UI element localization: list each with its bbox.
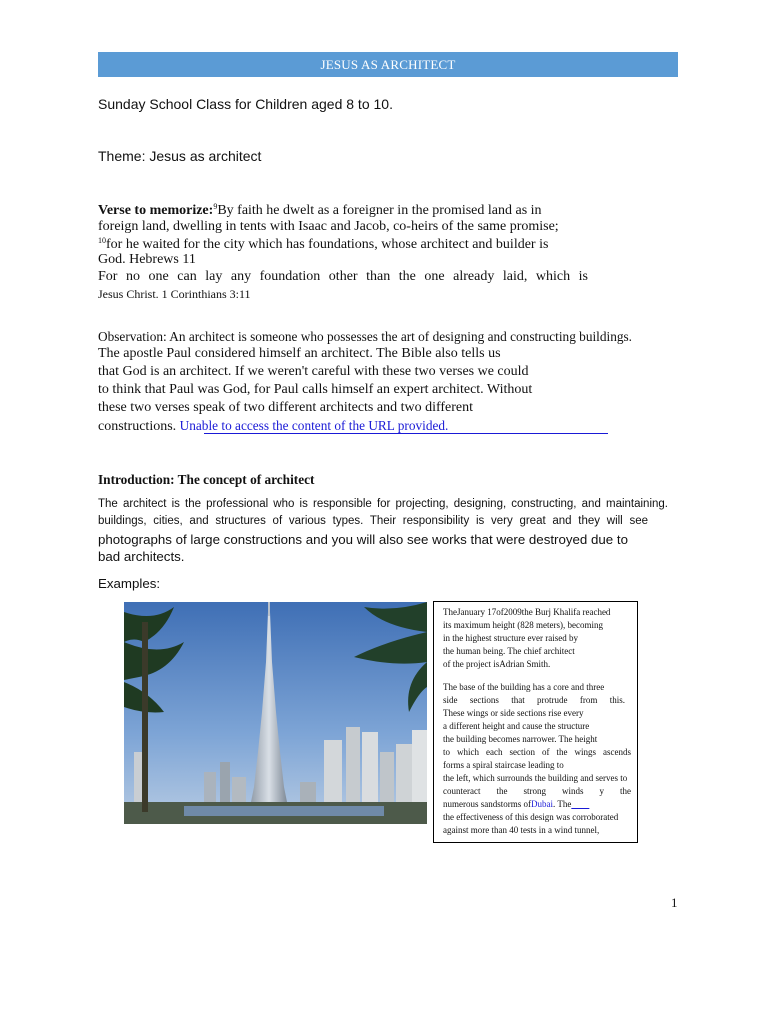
verse-line-1: Verse to memorize:$^9$By faith he dwelt as a foreigner in the promised land as in: [98, 202, 542, 218]
introduction-line-2: buildings, cities, and structures of various types. Their responsibility is very great and they will see: [98, 515, 648, 527]
blank-link[interactable]: [571, 799, 589, 809]
theme-line: Theme: Jesus as architect: [98, 148, 262, 164]
link-underline: [204, 433, 608, 434]
burj-khalifa-photo: [124, 602, 427, 824]
observation-line-2: The apostle Paul considered himself an architect. The Bible also tells us: [98, 346, 501, 361]
burj-khalifa-textbox: [433, 601, 638, 843]
verse-number-9: 9: [213, 202, 218, 211]
textbox-line: the effectiveness of this design was corroborated: [443, 812, 619, 822]
verse-line-4: God. Hebrews 11: [98, 252, 196, 267]
textbox-line: against more than 40 tests in a wind tunnel,: [443, 825, 600, 835]
observation-line-4: to think that Paul was God, for Paul calls himself an expert architect. Without: [98, 382, 533, 397]
textbox-line: in the highest structure ever raised by: [443, 633, 578, 643]
page-title: JESUS AS ARCHITECT: [98, 52, 678, 77]
textbox-line: side sections that protrude from this.: [443, 695, 625, 705]
page-number: 1: [671, 895, 678, 910]
examples-label: Examples:: [98, 576, 161, 591]
observation-line-6: constructions. Unable to access the content of the URL provided.: [98, 418, 449, 434]
verse-line-6: Jesus Christ. 1 Corinthians 3:11: [98, 287, 251, 301]
observation-line-1: Observation: An architect is someone who possesses the art of designing and constructing buildings.: [98, 329, 632, 344]
textbox-line: the left, which surrounds the building and serves to: [443, 773, 628, 783]
textbox-line: These wings or side sections rise every: [443, 708, 584, 718]
observation-line-3: that God is an architect. If we weren't careful with these two verses we could: [98, 364, 529, 379]
textbox-line: the building becomes narrower. The height: [443, 734, 598, 744]
textbox-line: to which each section of the wings ascends: [443, 747, 631, 757]
verse-number-10: 10: [98, 236, 106, 245]
textbox-line: forms a spiral staircase leading to: [443, 760, 564, 770]
introduction-line-1: The architect is the professional who is responsible for projecting, designing, constructing, and maintaining.: [98, 498, 668, 510]
textbox-line: counteract the strong winds y the: [443, 786, 631, 796]
dubai-link[interactable]: Dubai: [531, 799, 553, 809]
textbox-line: the human being. The chief architect: [443, 646, 575, 656]
textbox-line: a different height and cause the structure: [443, 721, 590, 731]
verse-line-5: For no one can lay any foundation other than the one already laid, which is: [98, 269, 588, 284]
textbox-line: numerous sandstorms ofDubai. The: [443, 799, 589, 809]
textbox-line: its maximum height (828 meters), becoming: [443, 620, 603, 630]
verse-label: Verse to memorize:: [98, 203, 214, 218]
verse-line-2: foreign land, dwelling in tents with Isaac and Jacob, co-heirs of the same promise;: [98, 219, 559, 234]
textbox-line: of the project isAdrian Smith.: [443, 659, 551, 669]
introduction-line-3: photographs of large constructions and you will also see works that were destroyed due to: [98, 532, 628, 547]
unavailable-url-link[interactable]: Unable to access the content of the URL provided.: [179, 418, 449, 433]
observation-line-5: these two verses speak of two different architects and two different: [98, 400, 474, 415]
introduction-line-4: bad architects.: [98, 549, 185, 564]
textbox-line: TheJanuary 17of2009the Burj Khalifa reached: [443, 607, 611, 617]
textbox-line: The base of the building has a core and three: [443, 682, 605, 692]
class-description: Sunday School Class for Children aged 8 to 10.: [98, 96, 393, 112]
verse-line-3: $^{10}$for he waited for the city which has foundations, whose architect and builder is: [98, 236, 549, 252]
introduction-heading: Introduction: The concept of architect: [98, 472, 315, 487]
